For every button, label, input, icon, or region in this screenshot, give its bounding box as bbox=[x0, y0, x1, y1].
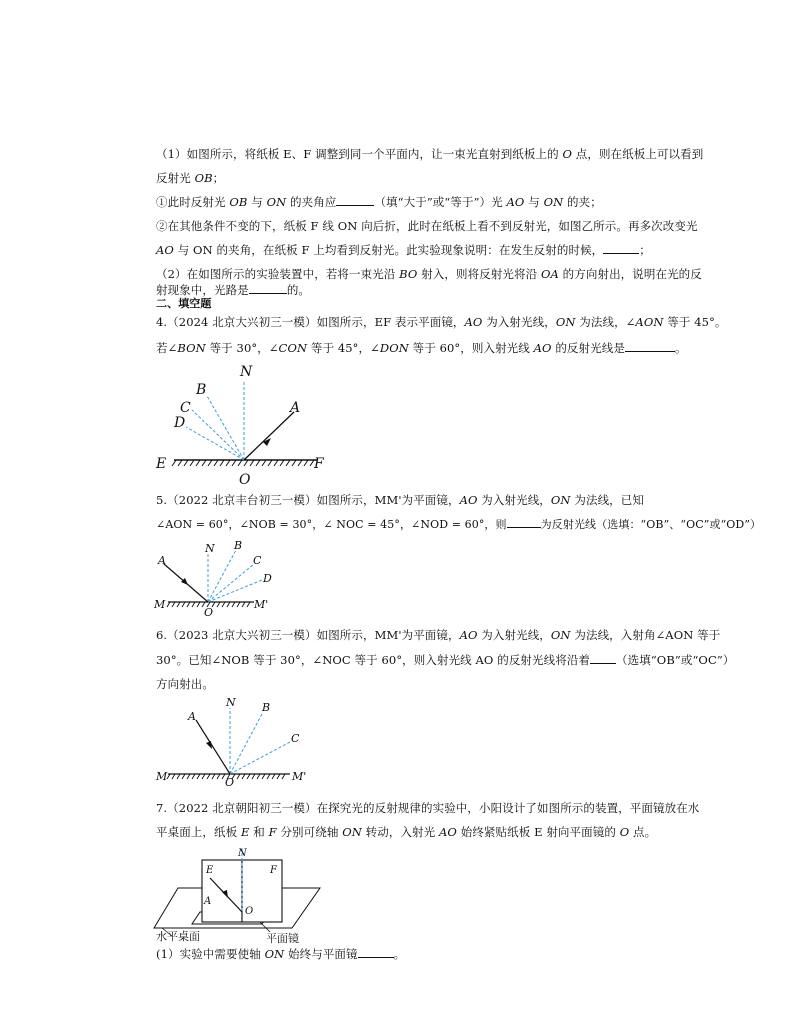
text-segment: 的。 bbox=[286, 283, 311, 297]
label-a: A bbox=[188, 710, 196, 723]
label-e: E bbox=[206, 865, 214, 876]
text-segment: 若 bbox=[156, 341, 168, 355]
text-segment: AO bbox=[439, 825, 457, 839]
text-segment: ①此时反射光 bbox=[156, 195, 230, 209]
text-segment: 等于 45°。 bbox=[663, 315, 727, 329]
label-o: O bbox=[239, 472, 251, 488]
text-segment: 的反射光线是 bbox=[551, 341, 625, 355]
label-m-prime: M' bbox=[292, 770, 307, 783]
text-segment: 为法线，已知 bbox=[570, 493, 644, 507]
text-segment: ∠CON bbox=[268, 341, 308, 355]
arrow-icon bbox=[263, 438, 271, 446]
text-segment: 方向射出。 bbox=[156, 677, 214, 691]
text-segment: ∠AON bbox=[625, 315, 664, 329]
text-segment: ON bbox=[550, 628, 571, 642]
text-segment: 为反射光线（选填：“OB”、“OC”或“OD”） bbox=[540, 518, 762, 531]
text-segment: F bbox=[268, 825, 277, 839]
text-segment: 为法线， bbox=[575, 315, 626, 329]
label-c: C bbox=[253, 554, 262, 567]
label-n: N bbox=[240, 364, 253, 380]
text-segment: 射入，则将反射光将沿 bbox=[417, 267, 541, 281]
ray-oc bbox=[208, 564, 254, 602]
part2-line1 bbox=[156, 266, 716, 282]
label-n: N bbox=[205, 542, 215, 555]
answer-blank[interactable] bbox=[249, 282, 287, 294]
text-segment: O bbox=[619, 825, 630, 839]
part1-q2-line2 bbox=[156, 242, 716, 258]
text-segment: OA bbox=[540, 267, 559, 281]
text-segment: 分别可绕轴 bbox=[276, 825, 343, 839]
q6-line3 bbox=[156, 676, 716, 692]
label-mirror: 平面镜 bbox=[266, 932, 299, 945]
text-segment: 与 bbox=[247, 195, 267, 209]
label-m-prime: M' bbox=[254, 598, 269, 611]
text-segment: 为法线，入射角∠AON 等于 bbox=[570, 628, 721, 642]
label-b: B bbox=[196, 382, 207, 398]
text-segment: 点。 bbox=[629, 825, 657, 839]
text-segment: （2）在如图所示的实验装置中，若将一束光沿 bbox=[156, 267, 400, 281]
text-segment: OB bbox=[229, 195, 248, 209]
text-segment: 。 bbox=[674, 341, 687, 355]
text-segment: 等于 45°， bbox=[307, 341, 371, 355]
q7-sub1 bbox=[156, 946, 716, 962]
text-segment: ON bbox=[550, 493, 571, 507]
text-segment: 始终紧贴纸板 E 射向平面镜的 bbox=[456, 825, 620, 839]
text-segment: 4.（2024 北京大兴初三一模）如图所示，EF 表示平面镜， bbox=[156, 315, 465, 329]
q6-line1 bbox=[156, 627, 721, 643]
answer-blank[interactable] bbox=[507, 516, 541, 528]
text-segment: ∠DON bbox=[370, 341, 409, 355]
part1-q2-line1 bbox=[156, 218, 716, 234]
text-segment: 的方向射出，说明在光的反 bbox=[558, 267, 702, 281]
label-a: A bbox=[204, 896, 212, 907]
text-segment: 和 bbox=[249, 825, 269, 839]
answer-blank[interactable] bbox=[590, 652, 616, 664]
label-d: D bbox=[174, 415, 186, 431]
text-segment: 等于 60°，则入射光线 bbox=[408, 341, 534, 355]
answer-blank[interactable] bbox=[603, 242, 639, 254]
text-segment: BO bbox=[399, 267, 418, 281]
text-segment: 射现象中，光路是 bbox=[156, 283, 249, 297]
text-segment: ； bbox=[639, 243, 651, 257]
ray-ob bbox=[207, 396, 244, 460]
figure-q7 bbox=[152, 844, 332, 944]
text-segment: O bbox=[562, 147, 572, 161]
text-segment: AO bbox=[459, 493, 478, 507]
text-segment: 反射光 bbox=[156, 171, 195, 185]
figure-q6 bbox=[150, 694, 320, 789]
figure-q4 bbox=[150, 360, 340, 490]
text-segment: 的夹； bbox=[563, 195, 602, 209]
text-segment: 与 ON 的夹角，在纸板 F 上均看到反射光。此实验现象说明：在发生反射的时候， bbox=[173, 243, 604, 257]
label-c: C bbox=[291, 732, 300, 745]
text-segment: AO bbox=[459, 628, 478, 642]
text-segment: 二、填空题 bbox=[156, 297, 212, 310]
label-f: F bbox=[314, 456, 324, 472]
label-m: M bbox=[154, 598, 166, 611]
text-segment: 30°。已知∠NOB 等于 30°，∠NOC 等于 60°，则入射光线 AO 的反射光线将沿着 bbox=[156, 653, 591, 667]
text-segment: 5.（2022 北京丰台初三一模）如图所示，MM'为平面镜， bbox=[156, 493, 460, 507]
text-segment: ∠BON bbox=[167, 341, 206, 355]
label-c: C bbox=[180, 400, 191, 416]
text-segment: 始终与平面镜 bbox=[284, 947, 358, 961]
text-segment: (1）实验中需要使轴 bbox=[156, 947, 265, 961]
text-segment: 6.（2023 北京大兴初三一模）如图所示，MM'为平面镜， bbox=[156, 628, 460, 642]
text-segment: ON bbox=[264, 947, 285, 961]
text-segment: （选填“OB”或“OC”） bbox=[616, 653, 735, 667]
q7-line2 bbox=[156, 824, 716, 840]
text-segment: 转动，入射光 bbox=[361, 825, 440, 839]
text-segment: （填“大于”或“等于”）光 bbox=[374, 195, 507, 209]
label-b: B bbox=[234, 539, 243, 552]
label-desk: 水平桌面 bbox=[156, 930, 200, 943]
answer-blank[interactable] bbox=[336, 194, 374, 206]
part1-q1 bbox=[156, 194, 716, 210]
label-n: N bbox=[226, 696, 236, 709]
label-o: O bbox=[204, 606, 214, 619]
text-segment: 的夹角应 bbox=[286, 195, 337, 209]
q4-line2 bbox=[156, 340, 716, 356]
text-segment: AO bbox=[533, 341, 552, 355]
q5-line1 bbox=[156, 492, 716, 508]
part1-line1 bbox=[156, 146, 716, 162]
ray-ob bbox=[230, 714, 262, 774]
text-segment: ∠AON = 60°，∠NOB = 30°，∠ NOC = 45°，∠NOD = 60°，则 bbox=[156, 518, 507, 531]
label-n: N bbox=[238, 848, 247, 859]
text-segment: 平桌面上，纸板 bbox=[156, 825, 241, 839]
text-segment: ON bbox=[543, 195, 564, 209]
answer-blank[interactable] bbox=[625, 340, 675, 352]
text-segment: OB bbox=[194, 171, 213, 185]
text-segment: 为入射光线， bbox=[477, 628, 551, 642]
figure-q5 bbox=[150, 539, 290, 619]
label-b: B bbox=[262, 701, 271, 714]
part1-line2 bbox=[156, 170, 716, 186]
text-segment: E bbox=[240, 825, 250, 839]
text-segment: 为入射光线， bbox=[482, 315, 556, 329]
answer-blank[interactable] bbox=[358, 946, 394, 958]
mirror-leader-line bbox=[260, 922, 270, 932]
label-m: M bbox=[156, 770, 168, 783]
label-f: F bbox=[270, 865, 277, 876]
q5-line2 bbox=[156, 516, 762, 533]
label-a: A bbox=[290, 400, 301, 416]
q7-line1 bbox=[156, 800, 716, 816]
text-segment: ON bbox=[266, 195, 287, 209]
text-segment: 为入射光线， bbox=[477, 493, 551, 507]
text-segment: AO bbox=[464, 315, 483, 329]
arrow-icon bbox=[206, 741, 212, 749]
label-o: O bbox=[225, 776, 235, 789]
text-segment: ON bbox=[555, 315, 576, 329]
label-d: D bbox=[263, 572, 272, 585]
text-segment: ； bbox=[212, 171, 225, 185]
text-segment: 与 bbox=[524, 195, 544, 209]
ray-oc bbox=[230, 742, 290, 774]
text-segment: ②在其他条件不变的下，纸板 F 线 ON 向后折，此时在纸板上看不到反射光，如图乙所示。再多次改变光 bbox=[156, 219, 698, 233]
section-heading bbox=[156, 296, 716, 312]
text-segment: （1）如图所示，将纸板 E、F 调整到同一个平面内，让一束光直射到纸板上的 bbox=[156, 147, 563, 161]
incident-ray-ao bbox=[196, 720, 230, 774]
label-a: A bbox=[158, 554, 166, 567]
text-segment: AO bbox=[156, 243, 174, 257]
text-segment: 点，则在纸板上可以看到 bbox=[571, 147, 704, 161]
label-o: O bbox=[245, 906, 254, 917]
mirror-hatching bbox=[172, 460, 314, 466]
ray-ob bbox=[208, 550, 236, 602]
text-segment: 等于 30°， bbox=[205, 341, 269, 355]
text-segment: AO bbox=[506, 195, 525, 209]
text-segment: ON bbox=[342, 825, 362, 839]
incident-ray-ao bbox=[244, 412, 294, 460]
text-segment: 。 bbox=[393, 947, 406, 961]
q6-line2 bbox=[156, 652, 735, 668]
q4-line1 bbox=[156, 314, 727, 330]
text-segment: 7.（2022 北京朝阳初三一模）在探究光的反射规律的实验中，小阳设计了如图所示的装置，平面镜放在水 bbox=[156, 801, 700, 815]
label-e: E bbox=[156, 456, 167, 472]
